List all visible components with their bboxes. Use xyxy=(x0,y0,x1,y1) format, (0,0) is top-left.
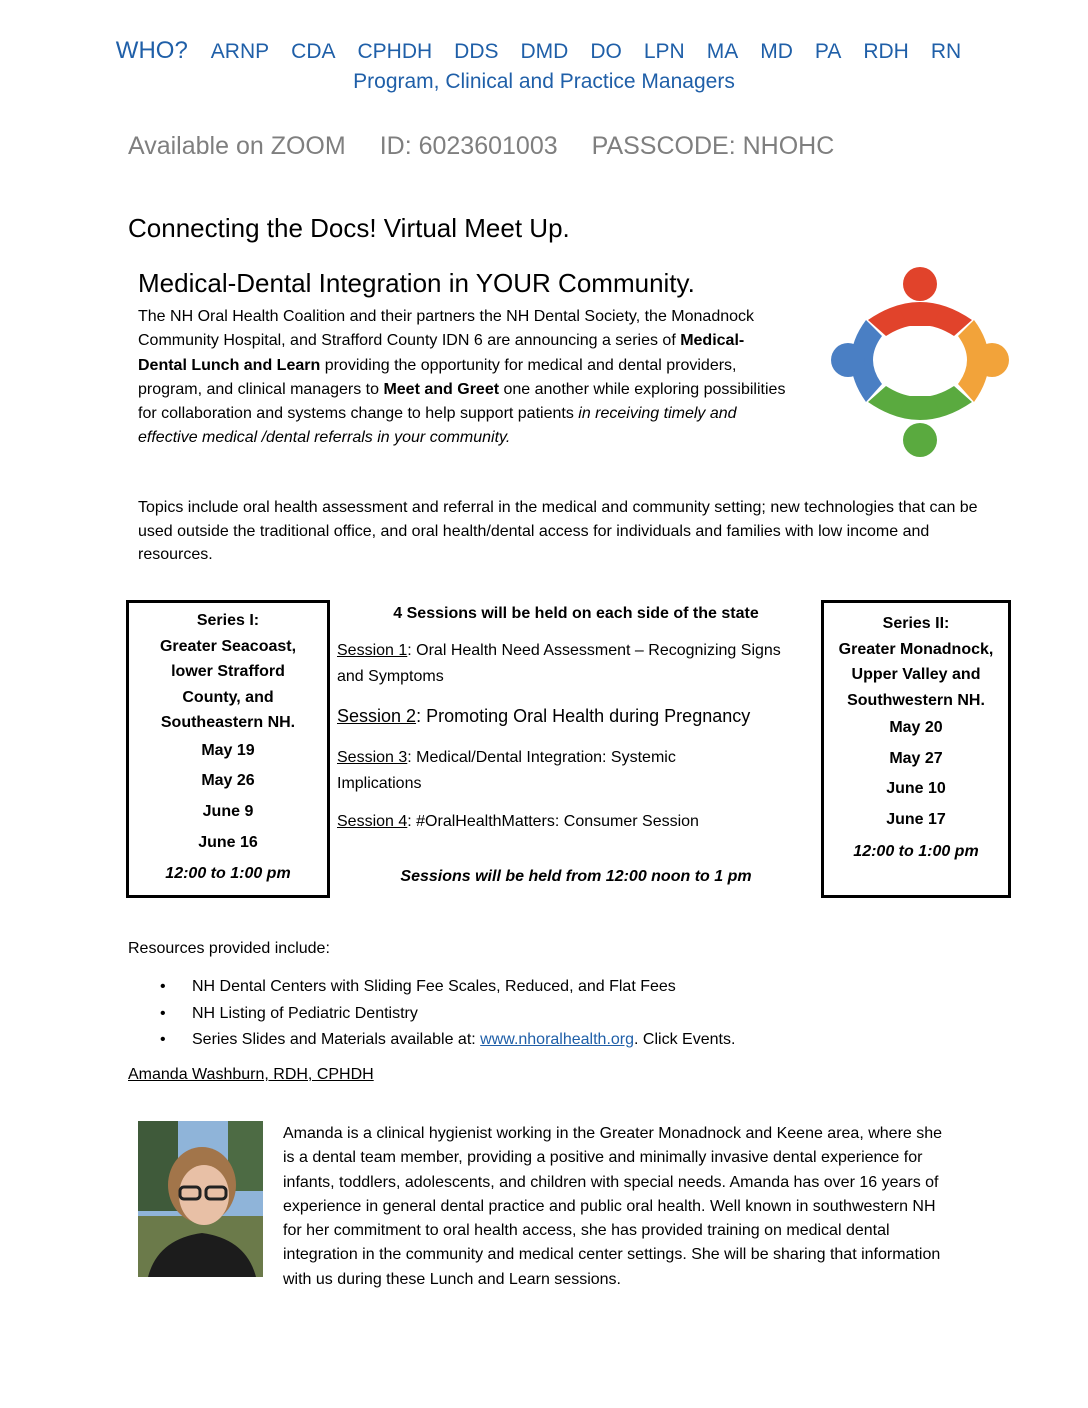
sessions-heading: 4 Sessions will be held on each side of the state xyxy=(393,605,759,622)
session-2-text: : Promoting Oral Health during Pregnancy xyxy=(416,706,751,726)
series-1-region: Greater Seacoast, lower Strafford County, and Southeastern NH. xyxy=(159,637,297,731)
resource-item: • NH Dental Centers with Sliding Fee Scales, Reduced, and Flat Fees xyxy=(160,974,735,1001)
role-rn: RN xyxy=(930,40,962,63)
series-2-title: Series II: xyxy=(882,615,950,632)
series-2-time: 12:00 to 1:00 pm xyxy=(853,842,979,860)
role-md: MD xyxy=(760,40,793,63)
series-2-box xyxy=(821,600,1011,898)
role-dmd: DMD xyxy=(520,40,569,63)
zoom-info xyxy=(128,132,868,161)
who-label: WHO? xyxy=(115,37,188,64)
series-2-date-4: June 17 xyxy=(886,811,946,829)
zoom-id: ID: 6023601003 xyxy=(379,132,558,160)
role-do: DO xyxy=(590,40,622,63)
session-2-label: Session 2 xyxy=(337,706,417,726)
series-2-date-3: June 10 xyxy=(886,780,946,798)
session-4 xyxy=(337,809,787,835)
resources-title: Resources provided include: xyxy=(128,940,330,957)
series-2-date-2: May 27 xyxy=(889,749,943,767)
session-4-label: Session 4 xyxy=(337,813,408,830)
topics-paragraph: Topics include oral health assessment and referral in the medical and community setting; new technologies that can be used outside the traditional office, and oral health/dental access for individuals and families with low income and resources. xyxy=(138,499,978,563)
series-1-date-3: June 9 xyxy=(202,802,254,820)
who-header xyxy=(0,36,1088,97)
page-subtitle: Medical-Dental Integration in YOUR Community. xyxy=(138,268,695,298)
intro-bold-2: Meet and Greet xyxy=(383,380,500,398)
role-cda: CDA xyxy=(291,40,336,63)
intro-text-1: The NH Oral Health Coalition and their partners the NH Dental Society, the Monadnock Community Hospital, and Strafford County IDN 6 are announcing a series of xyxy=(138,308,755,350)
zoom-passcode: PASSCODE: NHOHC xyxy=(591,132,835,160)
resource-item-slides xyxy=(160,1027,735,1054)
series-1-time: 12:00 to 1:00 pm xyxy=(165,865,291,883)
zoom-available: Available on ZOOM xyxy=(128,132,346,160)
series-2-region: Greater Monadnock, Upper Valley and Southwestern NH. xyxy=(838,640,994,709)
intro-paragraph xyxy=(138,305,793,451)
role-rdh: RDH xyxy=(863,40,909,63)
session-2 xyxy=(337,704,807,730)
session-3-text: : Medical/Dental Integration: Systemic Implications xyxy=(337,749,676,792)
intro-italic: in receiving timely and effective medical /dental referrals in your community. xyxy=(138,405,737,447)
session-1 xyxy=(337,638,787,689)
managers-line: Program, Clinical and Practice Managers xyxy=(353,70,735,93)
page-title: Connecting the Docs! Virtual Meet Up. xyxy=(128,213,570,243)
resources-list xyxy=(160,974,735,1054)
series-1-date-4: June 16 xyxy=(198,833,258,851)
website-link[interactable]: www.nhoralhealth.org xyxy=(480,1031,635,1048)
author-bio: Amanda is a clinical hygienist working in the Greater Monadnock and Keene area, where she is a dental team member, providing a positive and minimally invasive dental experience for infants, toddlers, adolescents, and children with special needs. Amanda has over 16 years of experience in general dental practice and public oral health. Well known in southwestern NH for her commitment to oral health access, she has provided training on medical dental integration in the community and medical center settings. She will be sharing that information with us during these Lunch and Learn sessions. xyxy=(283,1125,943,1288)
intro-bold-1: Medical-Dental Lunch and Learn xyxy=(138,332,745,374)
series-1-title: Series I: xyxy=(196,612,260,629)
series-1-box xyxy=(126,600,330,898)
role-cphdh: CPHDH xyxy=(357,40,433,63)
session-1-label: Session 1 xyxy=(337,642,408,659)
author-photo xyxy=(138,1121,263,1277)
role-arnp: ARNP xyxy=(210,40,270,63)
session-1-text: : Oral Health Need Assessment – Recognizing Signs and Symptoms xyxy=(337,642,781,685)
slides-prefix: Series Slides and Materials available at: xyxy=(192,1031,481,1048)
resource-item: • NH Listing of Pediatric Dentistry xyxy=(160,1001,735,1028)
role-lpn: LPN xyxy=(643,40,685,63)
slides-suffix: . Click Events. xyxy=(634,1031,736,1048)
session-4-text: : #OralHealthMatters: Consumer Session xyxy=(407,813,699,830)
intro-text-3: one another while exploring possibilities for collaboration and systems change to help support patients xyxy=(138,380,786,423)
role-dds: DDS xyxy=(454,40,499,63)
who-roles-line xyxy=(0,36,1088,67)
series-1-date-1: May 19 xyxy=(201,741,255,759)
intro-text-2: providing the opportunity for medical and dental providers, program, and clinical managers to xyxy=(138,356,737,398)
series-1-date-2: May 26 xyxy=(201,772,255,790)
community-logo-icon xyxy=(828,262,1012,458)
series-2-date-1: May 20 xyxy=(889,719,943,736)
author-name: Amanda Washburn, RDH, CPHDH xyxy=(128,1066,374,1083)
session-3-label: Session 3 xyxy=(337,749,408,766)
sessions-footer: Sessions will be held from 12:00 noon to 1 pm xyxy=(400,868,752,885)
role-pa: PA xyxy=(814,40,842,63)
role-ma: MA xyxy=(706,40,739,63)
session-3 xyxy=(337,745,757,796)
